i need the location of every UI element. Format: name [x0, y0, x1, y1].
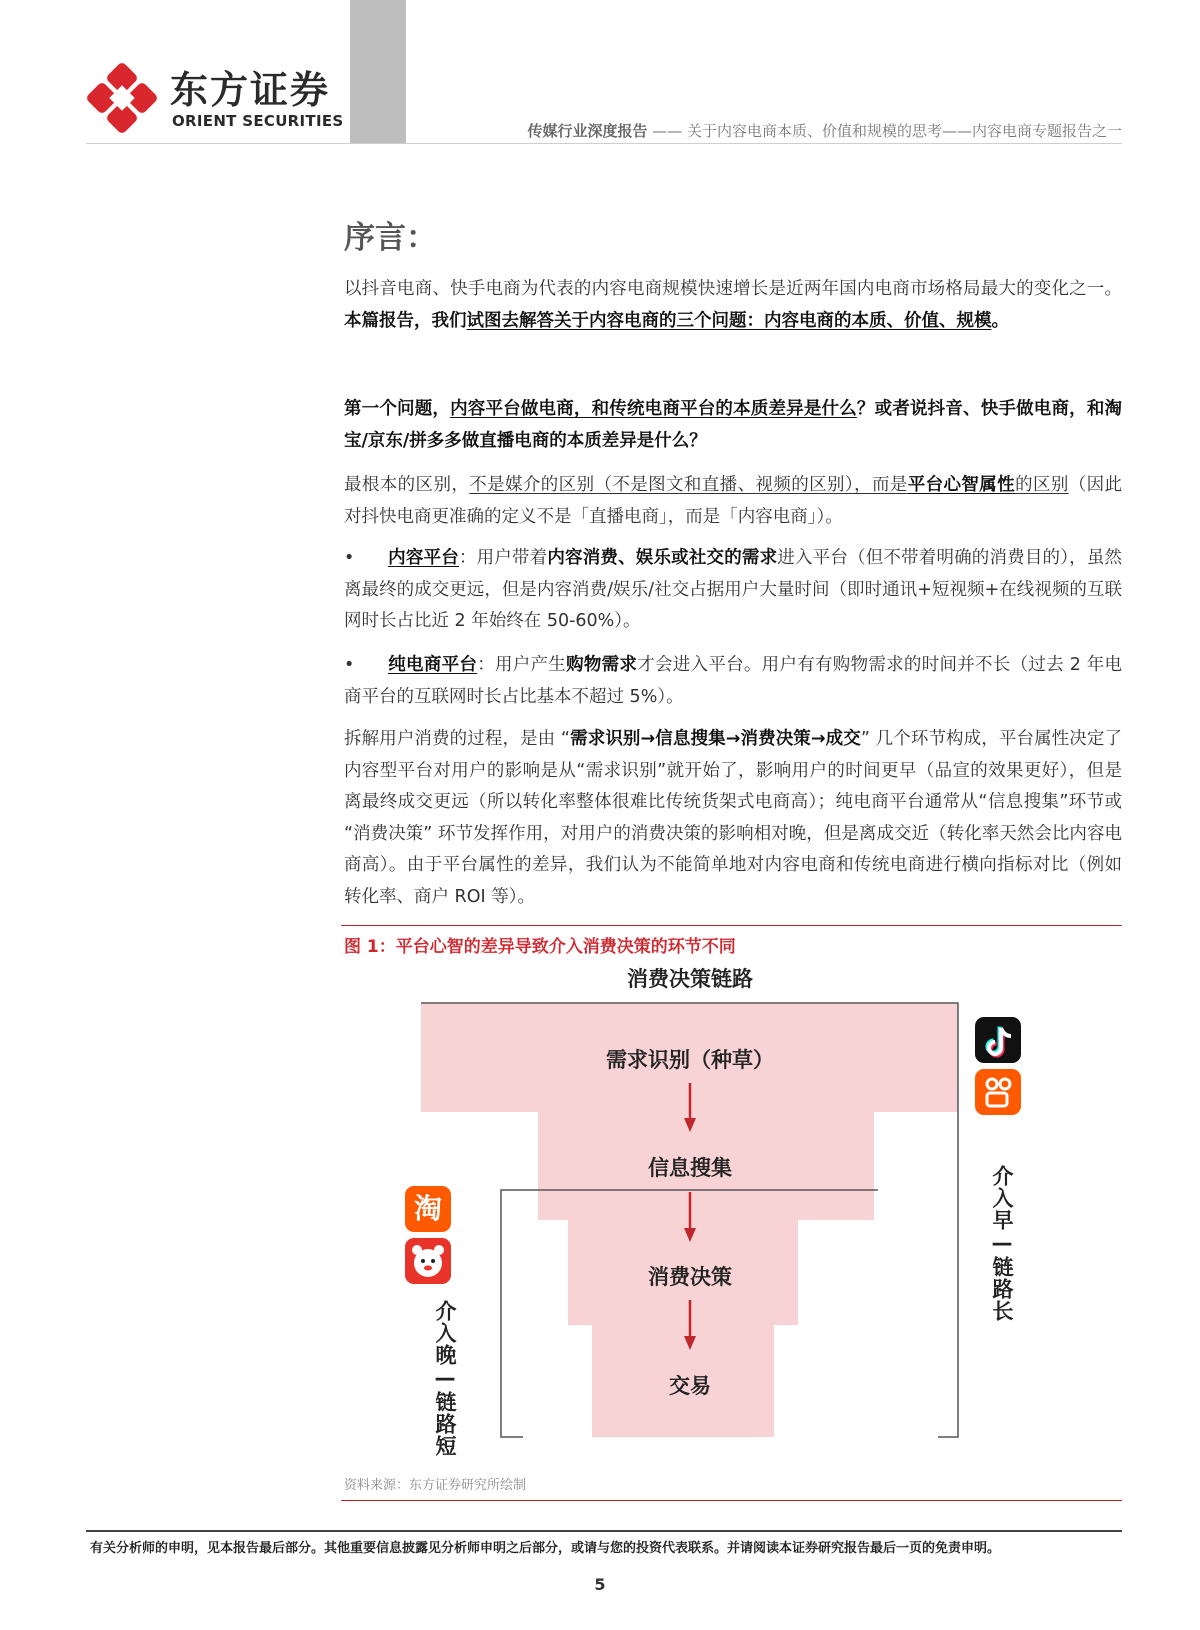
question-one-lead: 第一个问题， — [344, 399, 451, 419]
figure-source: 资料来源：东方证券研究所绘制 — [344, 1478, 527, 1493]
footer-rule — [86, 1530, 1122, 1532]
section-title: 序言： — [344, 220, 437, 256]
question-one — [344, 394, 1122, 457]
process-lead: 拆解用户消费的过程，是由 “ — [344, 729, 570, 749]
disclaimer-note: 有关分析师的申明，见本报告最后部分。其他重要信息披露见分析师申明之后部分，或请与您的投资代表联系。并请阅读本证券研究报告最后一页的免责申明。 — [90, 1541, 1001, 1556]
bullet-lead: ：用户产生 — [477, 655, 567, 675]
figure-caption: 图 1：平台心智的差异导致介入消费决策的环节不同 — [344, 937, 736, 957]
bullet-bold: 购物需求 — [566, 655, 638, 675]
question-one-rest: ？或者说抖音、快手做电商，和淘宝/京东/拼多多做直播电商的本质差异是什么？ — [344, 399, 1123, 451]
answer-lead: 最根本的区别， — [344, 475, 470, 495]
bullet-text: 才会进入平台。用户有有购物需求的时间并不长（过去 2 年电商平台的互联网时长占比基本不超过 5%）。 — [344, 655, 1123, 707]
bullet-label: 纯电商平台 — [388, 655, 478, 675]
stage-information-search: 信息搜集 — [648, 1156, 732, 1180]
question-one-underlined: 内容平台做电商，和传统电商平台的本质差异是什么 — [450, 399, 857, 419]
answer-one — [344, 470, 1122, 533]
bullet-lead: ：用户带着 — [458, 548, 548, 568]
process-chain: 需求识别→信息搜集→消费决策→成交 — [570, 729, 861, 749]
bullet-content-platform — [344, 543, 1122, 638]
chart-title: 消费决策链路 — [627, 967, 753, 991]
bullet-text: 进入平台（但不带着明确的消费目的），虽然离最终的成交更远，但是内容消费/娱乐/社交占据用户大量时间（即时通讯+短视频+在线视频的互联网时长占比近 2 年始终在 50-60%）。 — [344, 548, 1123, 631]
bullet-bold: 内容消费、娱乐或社交的需求 — [547, 548, 778, 568]
jd-icon — [405, 1238, 451, 1284]
answer-underlined-1: 不是媒介的区别（不是图文和直播、视频的区别），而是 — [469, 475, 908, 495]
bullet-label: 内容平台 — [388, 548, 459, 568]
preface-end: 。 — [991, 310, 1009, 331]
process-text: ” 几个环节构成，平台属性决定了内容型平台对用户的影响是从“需求识别”就开始了，影响用户的时间更早（品宣的效果更好），但是离最终成交更远（所以转化率整体很难比传统货架式电商高）；纯电商平台通常从“信息搜集”环节或 “消费决策” 环节发挥作用，对用户的消费决策的影响相对晚，但是离成交近（转化率天然会比内容电商高）。由于平台属性的差异，我们认为不能简单地对内容电商和传统电商进行横向指标对比（例如转化率、商户 ROI 等）。 — [344, 729, 1122, 907]
stage-demand-recognition: 需求识别（种草） — [606, 1048, 774, 1072]
preface-bold-underlined: 试图去解答关于内容电商的三个问题：内容电商的本质、价值、规模 — [466, 310, 992, 331]
brand-name-en: ORIENT SECURITIES — [172, 112, 344, 130]
preface-paragraph — [344, 274, 1122, 337]
label-late-short-chain: 介入晚—链路短 — [433, 1300, 457, 1457]
bullet-symbol: • — [344, 655, 355, 675]
header-divider-bar — [350, 0, 406, 144]
bullet-symbol: • — [344, 548, 355, 568]
page-number: 5 — [594, 1575, 606, 1594]
label-early-long-chain: 介入早—链路长 — [990, 1165, 1014, 1322]
answer-rest: （因此对抖快电商更准确的定义不是「直播电商」，而是「内容电商」）。 — [344, 475, 1123, 527]
header-rule — [86, 143, 1122, 144]
bullet-ecommerce-platform — [344, 650, 1122, 713]
kuaishou-icon — [975, 1069, 1021, 1115]
preface-bold: 本篇报告，我们 — [344, 310, 467, 331]
figure-top-rule — [341, 925, 1122, 926]
stage-transaction: 交易 — [669, 1374, 711, 1398]
taobao-icon-text: 淘 — [413, 1192, 443, 1225]
stage-purchase-decision: 消费决策 — [648, 1265, 732, 1289]
report-type: 传媒行业深度报告 — [527, 122, 648, 140]
report-header-title — [527, 121, 1122, 141]
report-title: —— 关于内容电商本质、价值和规模的思考——内容电商专题报告之一 — [647, 122, 1122, 140]
tiktok-icon — [975, 1017, 1021, 1063]
taobao-icon — [405, 1186, 451, 1232]
answer-keyword: 平台心智属性 — [907, 475, 1016, 495]
figure-bottom-rule — [341, 1500, 1122, 1501]
answer-underlined-2: 的区别 — [1015, 475, 1069, 495]
preface-text: 以抖音电商、快手电商为代表的内容电商规模快速增长是近两年国内电商市场格局最大的变化之一。 — [344, 279, 1122, 299]
brand-name-cn: 东方证券 — [170, 68, 331, 112]
orient-securities-logo-icon — [86, 62, 158, 134]
consumer-process-paragraph — [344, 724, 1122, 913]
